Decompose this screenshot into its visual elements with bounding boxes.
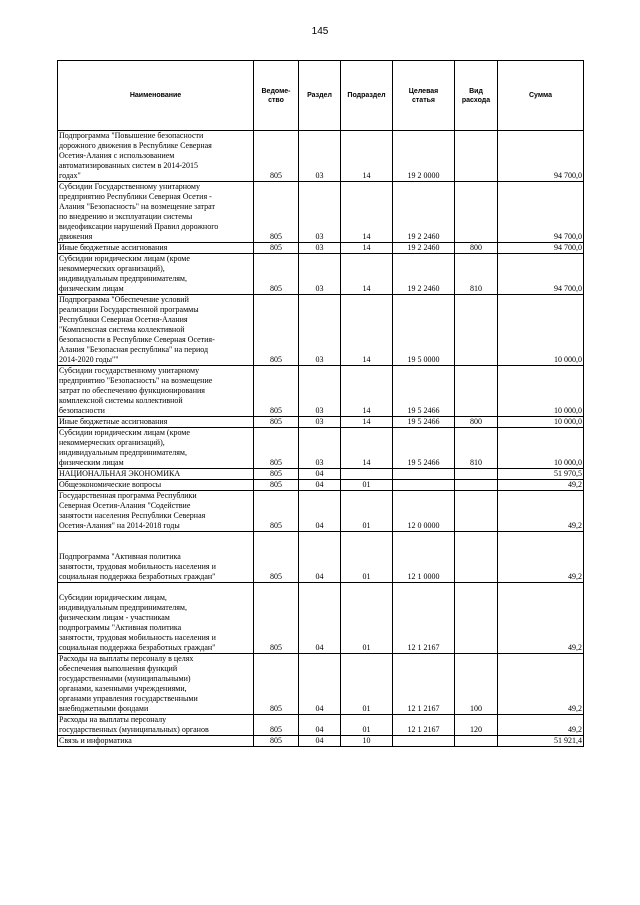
row-target-article: 19 2 2460 xyxy=(393,254,455,295)
table-row xyxy=(58,243,584,254)
table-row xyxy=(58,654,584,715)
row-section: 04 xyxy=(299,654,341,715)
row-subsection: 01 xyxy=(341,480,393,491)
row-department: 805 xyxy=(254,131,299,182)
row-expense-type xyxy=(455,295,498,366)
header-expense-type: Вид расхода xyxy=(455,61,498,131)
row-department: 805 xyxy=(254,417,299,428)
table-row xyxy=(58,254,584,295)
row-section: 04 xyxy=(299,532,341,583)
row-name: Общеэкономические вопросы xyxy=(58,480,254,491)
row-section: 04 xyxy=(299,469,341,480)
header-amount: Сумма xyxy=(498,61,584,131)
row-target-article: 19 2 2460 xyxy=(393,243,455,254)
table-row xyxy=(58,417,584,428)
row-target-article: 12 0 0000 xyxy=(393,491,455,532)
row-subsection: 10 xyxy=(341,736,393,747)
row-amount: 94 700,0 xyxy=(498,254,584,295)
row-section: 03 xyxy=(299,428,341,469)
row-subsection: 01 xyxy=(341,583,393,654)
page-number: 145 xyxy=(311,26,329,37)
row-expense-type xyxy=(455,736,498,747)
row-section: 03 xyxy=(299,417,341,428)
row-name: Расходы на выплаты персоналу государственных (муниципальных) органов xyxy=(58,715,254,736)
row-amount: 10 000,0 xyxy=(498,428,584,469)
table-row xyxy=(58,736,584,747)
table-row xyxy=(58,131,584,182)
row-target-article xyxy=(393,736,455,747)
row-section: 03 xyxy=(299,254,341,295)
row-section: 04 xyxy=(299,491,341,532)
row-amount: 10 000,0 xyxy=(498,295,584,366)
table-row xyxy=(58,182,584,243)
header-department: Ведоме- ство xyxy=(254,61,299,131)
row-target-article xyxy=(393,480,455,491)
row-name: Иные бюджетные ассигнования xyxy=(58,417,254,428)
row-target-article: 19 2 0000 xyxy=(393,131,455,182)
row-expense-type xyxy=(455,480,498,491)
row-expense-type xyxy=(455,366,498,417)
row-department: 805 xyxy=(254,654,299,715)
row-section: 03 xyxy=(299,366,341,417)
header-subsection: Подраздел xyxy=(341,61,393,131)
row-expense-type: 810 xyxy=(455,254,498,295)
row-amount: 94 700,0 xyxy=(498,131,584,182)
table-row xyxy=(58,428,584,469)
row-target-article: 19 5 0000 xyxy=(393,295,455,366)
row-subsection: 14 xyxy=(341,417,393,428)
row-name: НАЦИОНАЛЬНАЯ ЭКОНОМИКА xyxy=(58,469,254,480)
row-name: Связь и информатика xyxy=(58,736,254,747)
row-expense-type: 100 xyxy=(455,654,498,715)
row-name: Субсидии Государственному унитарному предприятию Республики Северная Осетия - Алания "Безопасность" на возмещение затрат по внедрению и эксплуатации системы видеофиксации нарушений Правил дорожного движения xyxy=(58,182,254,243)
row-expense-type xyxy=(455,131,498,182)
row-section: 03 xyxy=(299,131,341,182)
row-department: 805 xyxy=(254,480,299,491)
row-target-article: 12 1 2167 xyxy=(393,583,455,654)
row-subsection: 01 xyxy=(341,532,393,583)
row-expense-type xyxy=(455,182,498,243)
row-target-article: 19 5 2466 xyxy=(393,366,455,417)
row-amount: 10 000,0 xyxy=(498,417,584,428)
row-department: 805 xyxy=(254,243,299,254)
row-subsection: 01 xyxy=(341,491,393,532)
budget-table xyxy=(57,60,584,747)
row-amount: 49,2 xyxy=(498,491,584,532)
row-amount: 10 000,0 xyxy=(498,366,584,417)
row-amount: 94 700,0 xyxy=(498,243,584,254)
row-amount: 94 700,0 xyxy=(498,182,584,243)
row-department: 805 xyxy=(254,366,299,417)
row-subsection: 14 xyxy=(341,182,393,243)
row-section: 03 xyxy=(299,182,341,243)
row-department: 805 xyxy=(254,491,299,532)
row-amount: 51 921,4 xyxy=(498,736,584,747)
row-section: 03 xyxy=(299,295,341,366)
row-name: Подпрограмма "Активная политика занятости, трудовая мобильность населения и социальная поддержка безработных граждан" xyxy=(58,532,254,583)
row-name: Субсидии юридическим лицам (кроме некоммерческих организаций), индивидуальным предпринимателям, физическим лицам xyxy=(58,428,254,469)
row-subsection xyxy=(341,469,393,480)
table-row xyxy=(58,532,584,583)
table-row xyxy=(58,491,584,532)
row-expense-type xyxy=(455,491,498,532)
header-name: Наименование xyxy=(58,61,254,131)
row-target-article: 19 5 2466 xyxy=(393,417,455,428)
row-name: Подпрограмма "Обеспечение условий реализации Государственной программы Республики Северная Осетия-Алания "Комплексная система коллективной безопасности в Республике Северная Осетия- Алания "Безопасная республика" на период 2014-2020 годы"" xyxy=(58,295,254,366)
row-target-article: 19 2 2460 xyxy=(393,182,455,243)
row-expense-type xyxy=(455,583,498,654)
table-row xyxy=(58,480,584,491)
table-row xyxy=(58,366,584,417)
row-target-article: 12 1 2167 xyxy=(393,654,455,715)
table-row xyxy=(58,715,584,736)
row-section: 04 xyxy=(299,736,341,747)
row-subsection: 01 xyxy=(341,715,393,736)
row-subsection: 14 xyxy=(341,295,393,366)
row-expense-type: 810 xyxy=(455,428,498,469)
row-name: Подпрограмма "Повышение безопасности дорожного движения в Республике Северная Осетия-Алания с использованием автоматизированных систем в 2014-2015 годах" xyxy=(58,131,254,182)
row-name: Расходы на выплаты персоналу в целях обеспечения выполнения функций государственными (муниципальными) органами, казенными учреждениями, органами управления государственными внебюджетными фондами xyxy=(58,654,254,715)
table-row xyxy=(58,295,584,366)
row-target-article: 19 5 2466 xyxy=(393,428,455,469)
row-expense-type: 800 xyxy=(455,243,498,254)
row-subsection: 14 xyxy=(341,254,393,295)
row-section: 04 xyxy=(299,480,341,491)
row-amount: 49,2 xyxy=(498,715,584,736)
row-name: Субсидии юридическим лицам, индивидуальным предпринимателям, физическим лицам - участникам подпрограммы "Активная политика занятости, трудовая мобильность населения и социальная поддержка безработных граждан" xyxy=(58,583,254,654)
table-body xyxy=(58,131,584,747)
row-department: 805 xyxy=(254,532,299,583)
header-target-article: Целевая статья xyxy=(393,61,455,131)
row-name: Субсидии государственному унитарному предприятию "Безопасность" на возмещение затрат по обеспечению функционирования комплексной системы коллективной безопасности xyxy=(58,366,254,417)
row-expense-type: 800 xyxy=(455,417,498,428)
table-header-row xyxy=(58,61,584,131)
row-department: 805 xyxy=(254,254,299,295)
row-subsection: 14 xyxy=(341,428,393,469)
row-subsection: 01 xyxy=(341,654,393,715)
row-subsection: 14 xyxy=(341,243,393,254)
row-name: Субсидии юридическим лицам (кроме некоммерческих организаций), индивидуальным предпринимателям, физическим лицам xyxy=(58,254,254,295)
row-department: 805 xyxy=(254,583,299,654)
header-section: Раздел xyxy=(299,61,341,131)
row-section: 04 xyxy=(299,583,341,654)
row-section: 03 xyxy=(299,243,341,254)
row-department: 805 xyxy=(254,428,299,469)
row-department: 805 xyxy=(254,182,299,243)
table-row xyxy=(58,583,584,654)
row-expense-type xyxy=(455,469,498,480)
row-amount: 49,2 xyxy=(498,480,584,491)
row-target-article: 12 1 2167 xyxy=(393,715,455,736)
row-department: 805 xyxy=(254,715,299,736)
row-department: 805 xyxy=(254,736,299,747)
row-target-article xyxy=(393,469,455,480)
row-department: 805 xyxy=(254,295,299,366)
row-expense-type: 120 xyxy=(455,715,498,736)
row-target-article: 12 1 0000 xyxy=(393,532,455,583)
row-section: 04 xyxy=(299,715,341,736)
row-amount: 49,2 xyxy=(498,583,584,654)
row-amount: 51 970,5 xyxy=(498,469,584,480)
row-expense-type xyxy=(455,532,498,583)
row-department: 805 xyxy=(254,469,299,480)
row-name: Государственная программа Республики Северная Осетия-Алания "Содействие занятости населения Республики Северная Осетия-Алания" на 2014-2018 годы xyxy=(58,491,254,532)
row-name: Иные бюджетные ассигнования xyxy=(58,243,254,254)
table-row xyxy=(58,469,584,480)
row-amount: 49,2 xyxy=(498,532,584,583)
row-subsection: 14 xyxy=(341,131,393,182)
row-subsection: 14 xyxy=(341,366,393,417)
row-amount: 49,2 xyxy=(498,654,584,715)
